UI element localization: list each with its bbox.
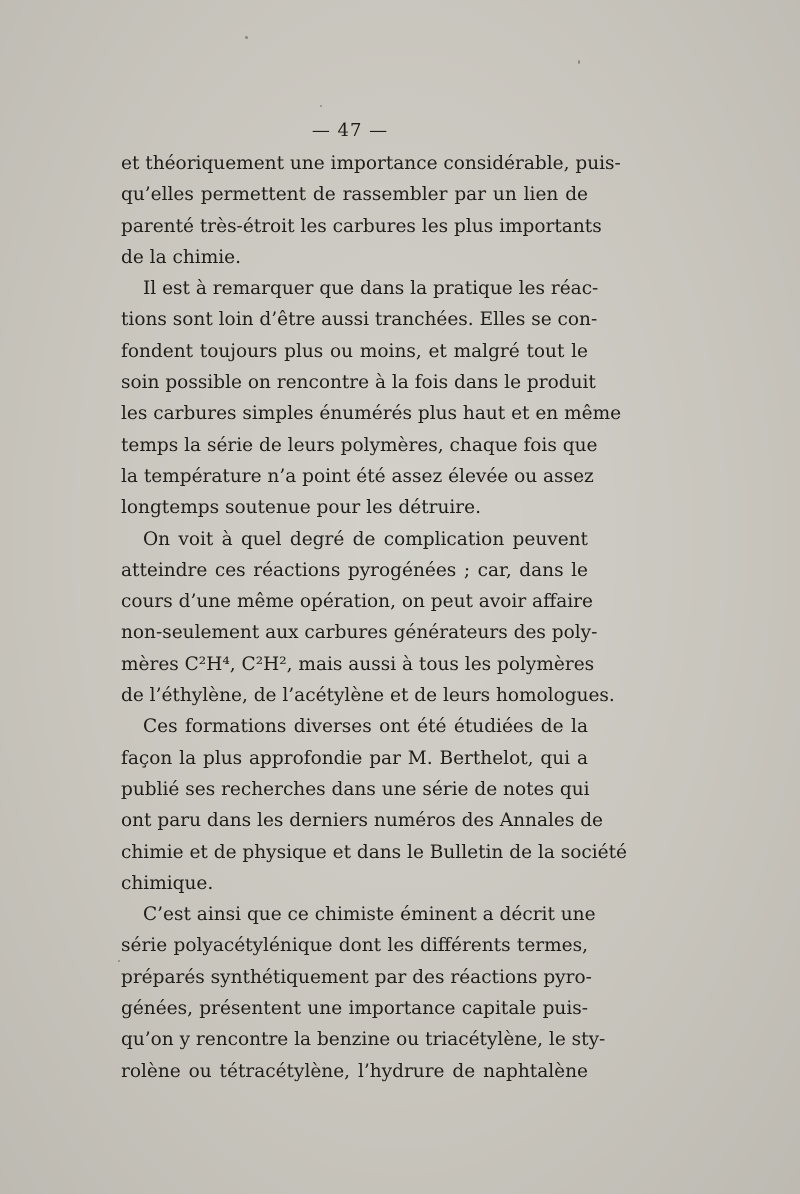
text-line: et théoriquement une importance considérable, puis- [121,153,621,174]
text-line: la température n’a point été assez élevée ou assez [121,465,594,487]
text-line: de la chimie. [121,246,241,268]
text-line: façon la plus approfondie par M. Berthelot, qui a [121,747,588,769]
page-number: — 47 — [311,120,389,141]
text-line: On voit à quel degré de complication peuvent [143,528,588,550]
text-line: ont paru dans les derniers numéros des Annales de [121,810,604,832]
text-line: atteindre ces réactions pyrogénées ; car, dans le [121,559,588,581]
paper-speck [245,36,248,39]
text-line: préparés synthétiquement par des réactions pyro- [121,966,592,988]
text-line: non-seulement aux carbures générateurs des poly- [121,622,598,644]
text-line: publié ses recherches dans une série de notes qui [121,778,590,800]
text-line: Ces formations diverses ont été étudiées de la [143,716,588,738]
text-line: chimie et de physique et dans le Bulletin de la société [121,841,627,863]
paper-speck [320,105,322,107]
body-text [121,148,627,1087]
text-line: temps la série de leurs polymères, chaque fois que [121,434,598,456]
text-line: chimique. [121,872,214,894]
paper-speck [118,960,120,962]
text-line: soin possible on rencontre à la fois dans le produit [121,372,596,394]
text-line: tions sont loin d’être aussi tranchées. Elles se con- [121,309,598,331]
text-line: longtemps soutenue pour les détruire. [121,497,481,519]
text-line: Il est à remarquer que dans la pratique les réac- [143,278,599,300]
text-line: rolène ou tétracétylène, l’hydrure de naphtalène [121,1060,588,1082]
text-line: mères C²H⁴, C²H², mais aussi à tous les polymères [121,653,595,675]
text-line: fondent toujours plus ou moins, et malgré tout le [121,340,588,362]
text-line: qu’elles permettent de rassembler par un lien de [121,184,588,206]
text-line: génées, présentent une importance capitale puis- [121,998,588,1020]
paper-speck [578,60,580,64]
text-line: qu’on y rencontre la benzine ou triacétylène, le sty- [121,1029,606,1051]
text-line: série polyacétylénique dont les différents termes, [121,935,588,957]
text-line: de l’éthylène, de l’acétylène et de leurs homologues. [121,685,615,707]
text-line: les carbures simples énumérés plus haut et en même [121,403,622,425]
text-line: cours d’une même opération, on peut avoir affaire [121,591,593,613]
text-line: parenté très-étroit les carbures les plus importants [121,215,602,237]
text-line: C’est ainsi que ce chimiste éminent a décrit une [143,904,596,926]
